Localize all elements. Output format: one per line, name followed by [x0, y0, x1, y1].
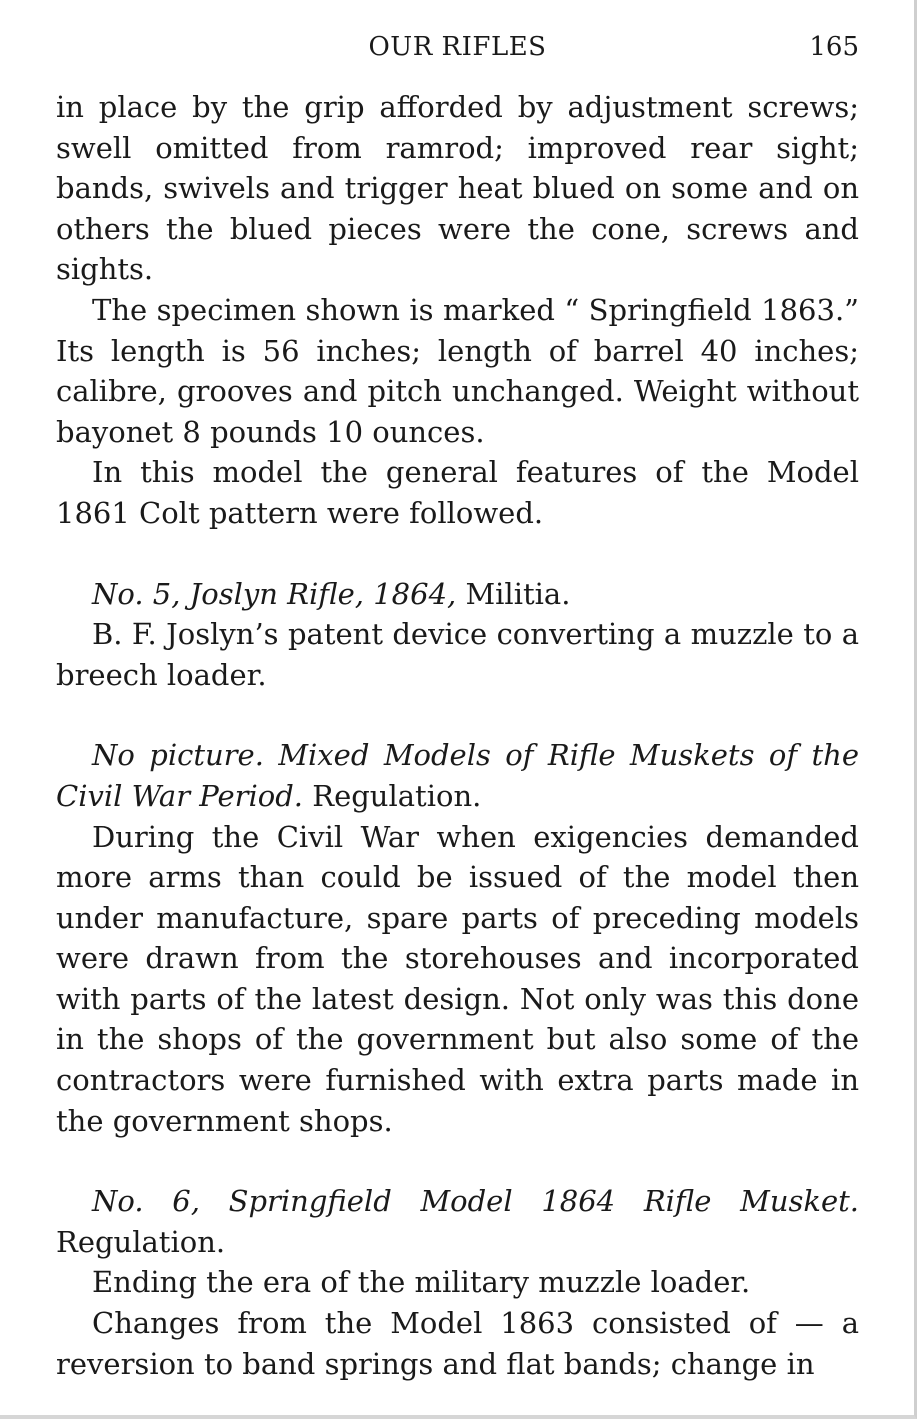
paragraph-specimen: The specimen shown is marked “ Springfield 1863.” Its length is 56 inches; length of barrel 40 inches; calibre, grooves and pitch unchanged. Weight without bayonet 8 pounds 10 ounces.: [56, 292, 859, 449]
paragraph-civil-war: During the Civil War when exigencies demanded more arms than could be issued of the model then under manufacture, spare parts of preceding models were drawn from the storehouses and incorporated with parts of the latest design. Not only was this done in the shops of the government but also some of the contractors were furnished with extra parts made in the government shops.: [56, 819, 859, 1138]
paragraph-changes: Changes from the Model 1863 consisted of — a reversion to band springs and flat bands; change in: [56, 1306, 859, 1381]
section-gap: [56, 534, 859, 574]
entry-heading-mixed-models: [56, 735, 859, 816]
section-gap: [56, 695, 859, 735]
entry-heading-springfield-1864: [56, 1181, 859, 1262]
entry-heading-joslyn: [56, 574, 859, 615]
paragraph-muzzle-loader-era: Ending the era of the military muzzle loader.: [92, 1265, 751, 1300]
section-gap: [56, 1141, 859, 1181]
body-text: [56, 87, 859, 1384]
entry-title: No picture. Mixed Models of Rifle Muskets of the Civil War Period.: [56, 738, 859, 813]
entry-classification: Regulation.: [56, 1224, 226, 1259]
entry-title: No. 5, Joslyn Rifle, 1864,: [92, 576, 457, 611]
paragraph-continuation: in place by the grip afforded by adjustment screws; swell omitted from ramrod; improved rear sight; bands, swivels and trigger heat blued on some and on others the blued pieces were the cone, screws and sights.: [56, 90, 859, 287]
entry-classification: Regulation.: [303, 778, 482, 813]
entry-classification: Militia.: [456, 576, 571, 611]
paragraph-joslyn: B. F. Joslyn’s patent device converting a muzzle to a breech loader.: [56, 617, 859, 692]
page-header: [56, 32, 859, 66]
running-title: OUR RIFLES: [368, 32, 547, 62]
entry-title: No. 6, Springfield Model 1864 Rifle Musket.: [92, 1184, 859, 1219]
paragraph-model-features: In this model the general features of the Model 1861 Colt pattern were followed.: [56, 455, 859, 530]
page-number: 165: [809, 32, 859, 62]
